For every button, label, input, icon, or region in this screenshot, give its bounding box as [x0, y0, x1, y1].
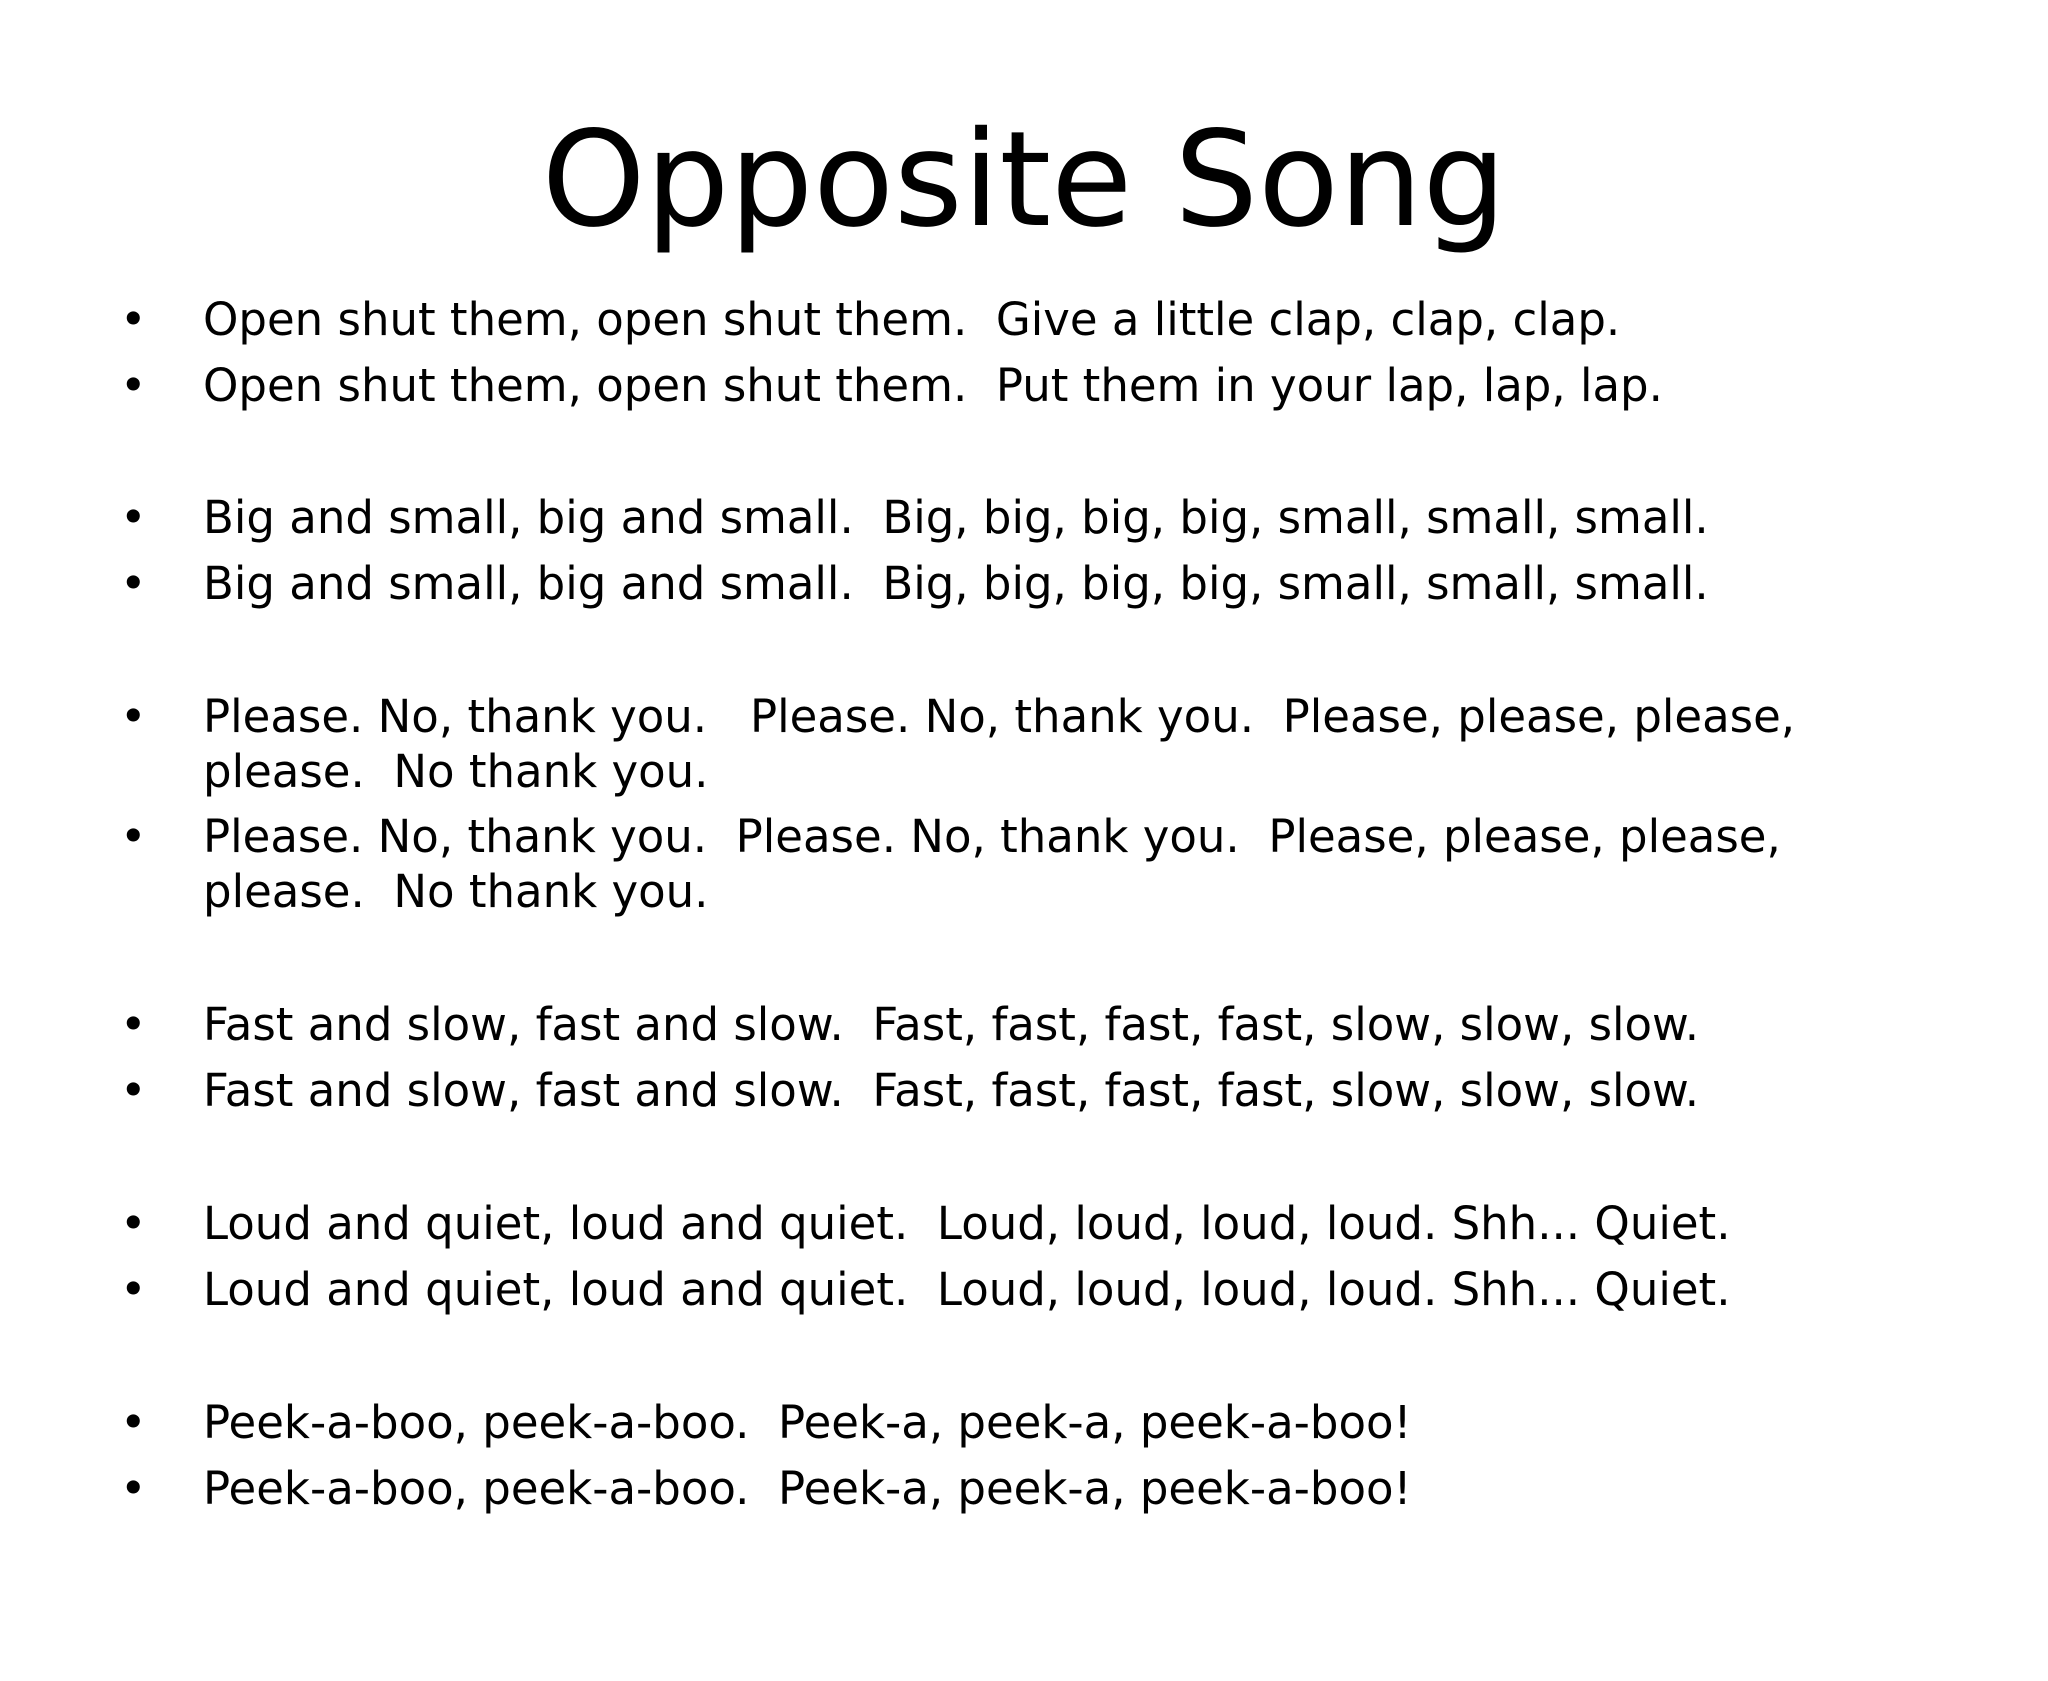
bullet: • — [120, 810, 147, 863]
lyric-line-12 — [120, 1461, 1840, 1681]
lyric-text: Open shut them, open shut them. Put them in your lap, lap, lap. — [203, 359, 1663, 412]
lyric-text: Loud and quiet, loud and quiet. Loud, loud, loud, loud. Shh... Quiet. — [203, 1197, 1731, 1250]
lyric-line-6 — [120, 809, 1840, 1029]
bullet: • — [120, 1462, 147, 1515]
bullet: • — [120, 690, 147, 743]
lyric-text: Fast and slow, fast and slow. Fast, fast, fast, fast, slow, slow, slow. — [203, 998, 1700, 1051]
bullet: • — [120, 293, 147, 346]
bullet: • — [120, 1197, 147, 1250]
bullet: • — [120, 1396, 147, 1449]
lyric-text: Please. No, thank you. Please. No, thank you. Please, please, please, please. No thank you. — [203, 810, 1796, 918]
bullet: • — [120, 1064, 147, 1117]
lyric-text: Big and small, big and small. Big, big, big, big, small, small, small. — [203, 557, 1709, 610]
bullet: • — [120, 998, 147, 1051]
lyric-text: Open shut them, open shut them. Give a little clap, clap, clap. — [203, 293, 1621, 346]
lyric-text: Loud and quiet, loud and quiet. Loud, loud, loud, loud. Shh... Quiet. — [203, 1263, 1731, 1316]
lyric-text: Peek-a-boo, peek-a-boo. Peek-a, peek-a, peek-a-boo! — [203, 1396, 1412, 1449]
lyric-text: Big and small, big and small. Big, big, big, big, small, small, small. — [203, 491, 1709, 544]
page-title: Opposite Song — [541, 103, 1507, 257]
lyric-text: Fast and slow, fast and slow. Fast, fast, fast, fast, slow, slow, slow. — [203, 1064, 1700, 1117]
lyric-text: Please. No, thank you. Please. No, thank you. Please, please, please, please. No thank you. — [203, 690, 1810, 798]
bullet: • — [120, 491, 147, 544]
bullet: • — [120, 557, 147, 610]
bullet: • — [120, 359, 147, 412]
bullet: • — [120, 1263, 147, 1316]
lyric-text: Peek-a-boo, peek-a-boo. Peek-a, peek-a, peek-a-boo! — [203, 1462, 1412, 1515]
